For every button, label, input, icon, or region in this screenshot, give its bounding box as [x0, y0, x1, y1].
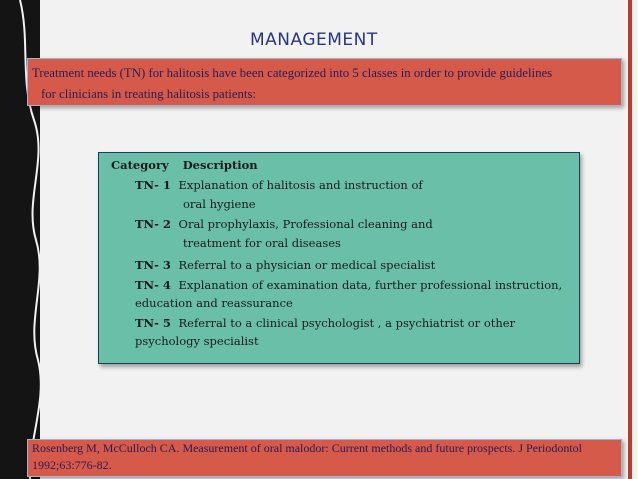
row-desc: Explanation of halitosis and instruction of	[178, 178, 423, 192]
right-accent-bar	[628, 0, 632, 479]
category-row-cont: psychology specialist	[135, 334, 259, 348]
row-desc: Oral prophylaxis, Professional cleaning and	[178, 217, 433, 231]
row-code: TN- 2	[135, 217, 171, 231]
reference-line-1: Rosenberg M, McCulloch CA. Measurement of oral malodor: Current methods and future prospects. J Periodontol	[32, 441, 583, 455]
category-row	[135, 258, 435, 272]
category-header	[111, 158, 258, 172]
category-row	[135, 278, 562, 292]
intro-line-1: Treatment needs (TN) for halitosis have been categorized into 5 classes in order to provide guidelines	[32, 66, 553, 80]
row-desc: Referral to a physician or medical specialist	[178, 258, 436, 272]
slide-title: MANAGEMENT	[250, 30, 378, 50]
category-box	[98, 152, 580, 364]
row-code: TN- 3	[135, 258, 171, 272]
row-code: TN- 1	[135, 178, 171, 192]
category-row-cont: oral hygiene	[183, 197, 256, 211]
category-row-cont: education and reassurance	[135, 296, 293, 310]
header-category: Category	[111, 158, 169, 172]
intro-box	[27, 58, 622, 106]
intro-line-2: for clinicians in treating halitosis patients:	[41, 87, 257, 101]
row-desc: Explanation of examination data, further professional instruction,	[178, 278, 563, 292]
reference-line-2: 1992;63:776-82.	[32, 458, 112, 472]
category-row	[135, 316, 515, 330]
row-code: TN- 5	[135, 316, 171, 330]
header-description: Description	[182, 158, 258, 172]
category-row	[135, 217, 433, 231]
row-code: TN- 4	[135, 278, 171, 292]
category-row-cont: treatment for oral diseases	[183, 236, 341, 250]
row-desc: Referral to a clinical psychologist , a psychiatrist or other	[178, 316, 516, 330]
category-row	[135, 178, 423, 192]
reference-box	[27, 439, 622, 477]
